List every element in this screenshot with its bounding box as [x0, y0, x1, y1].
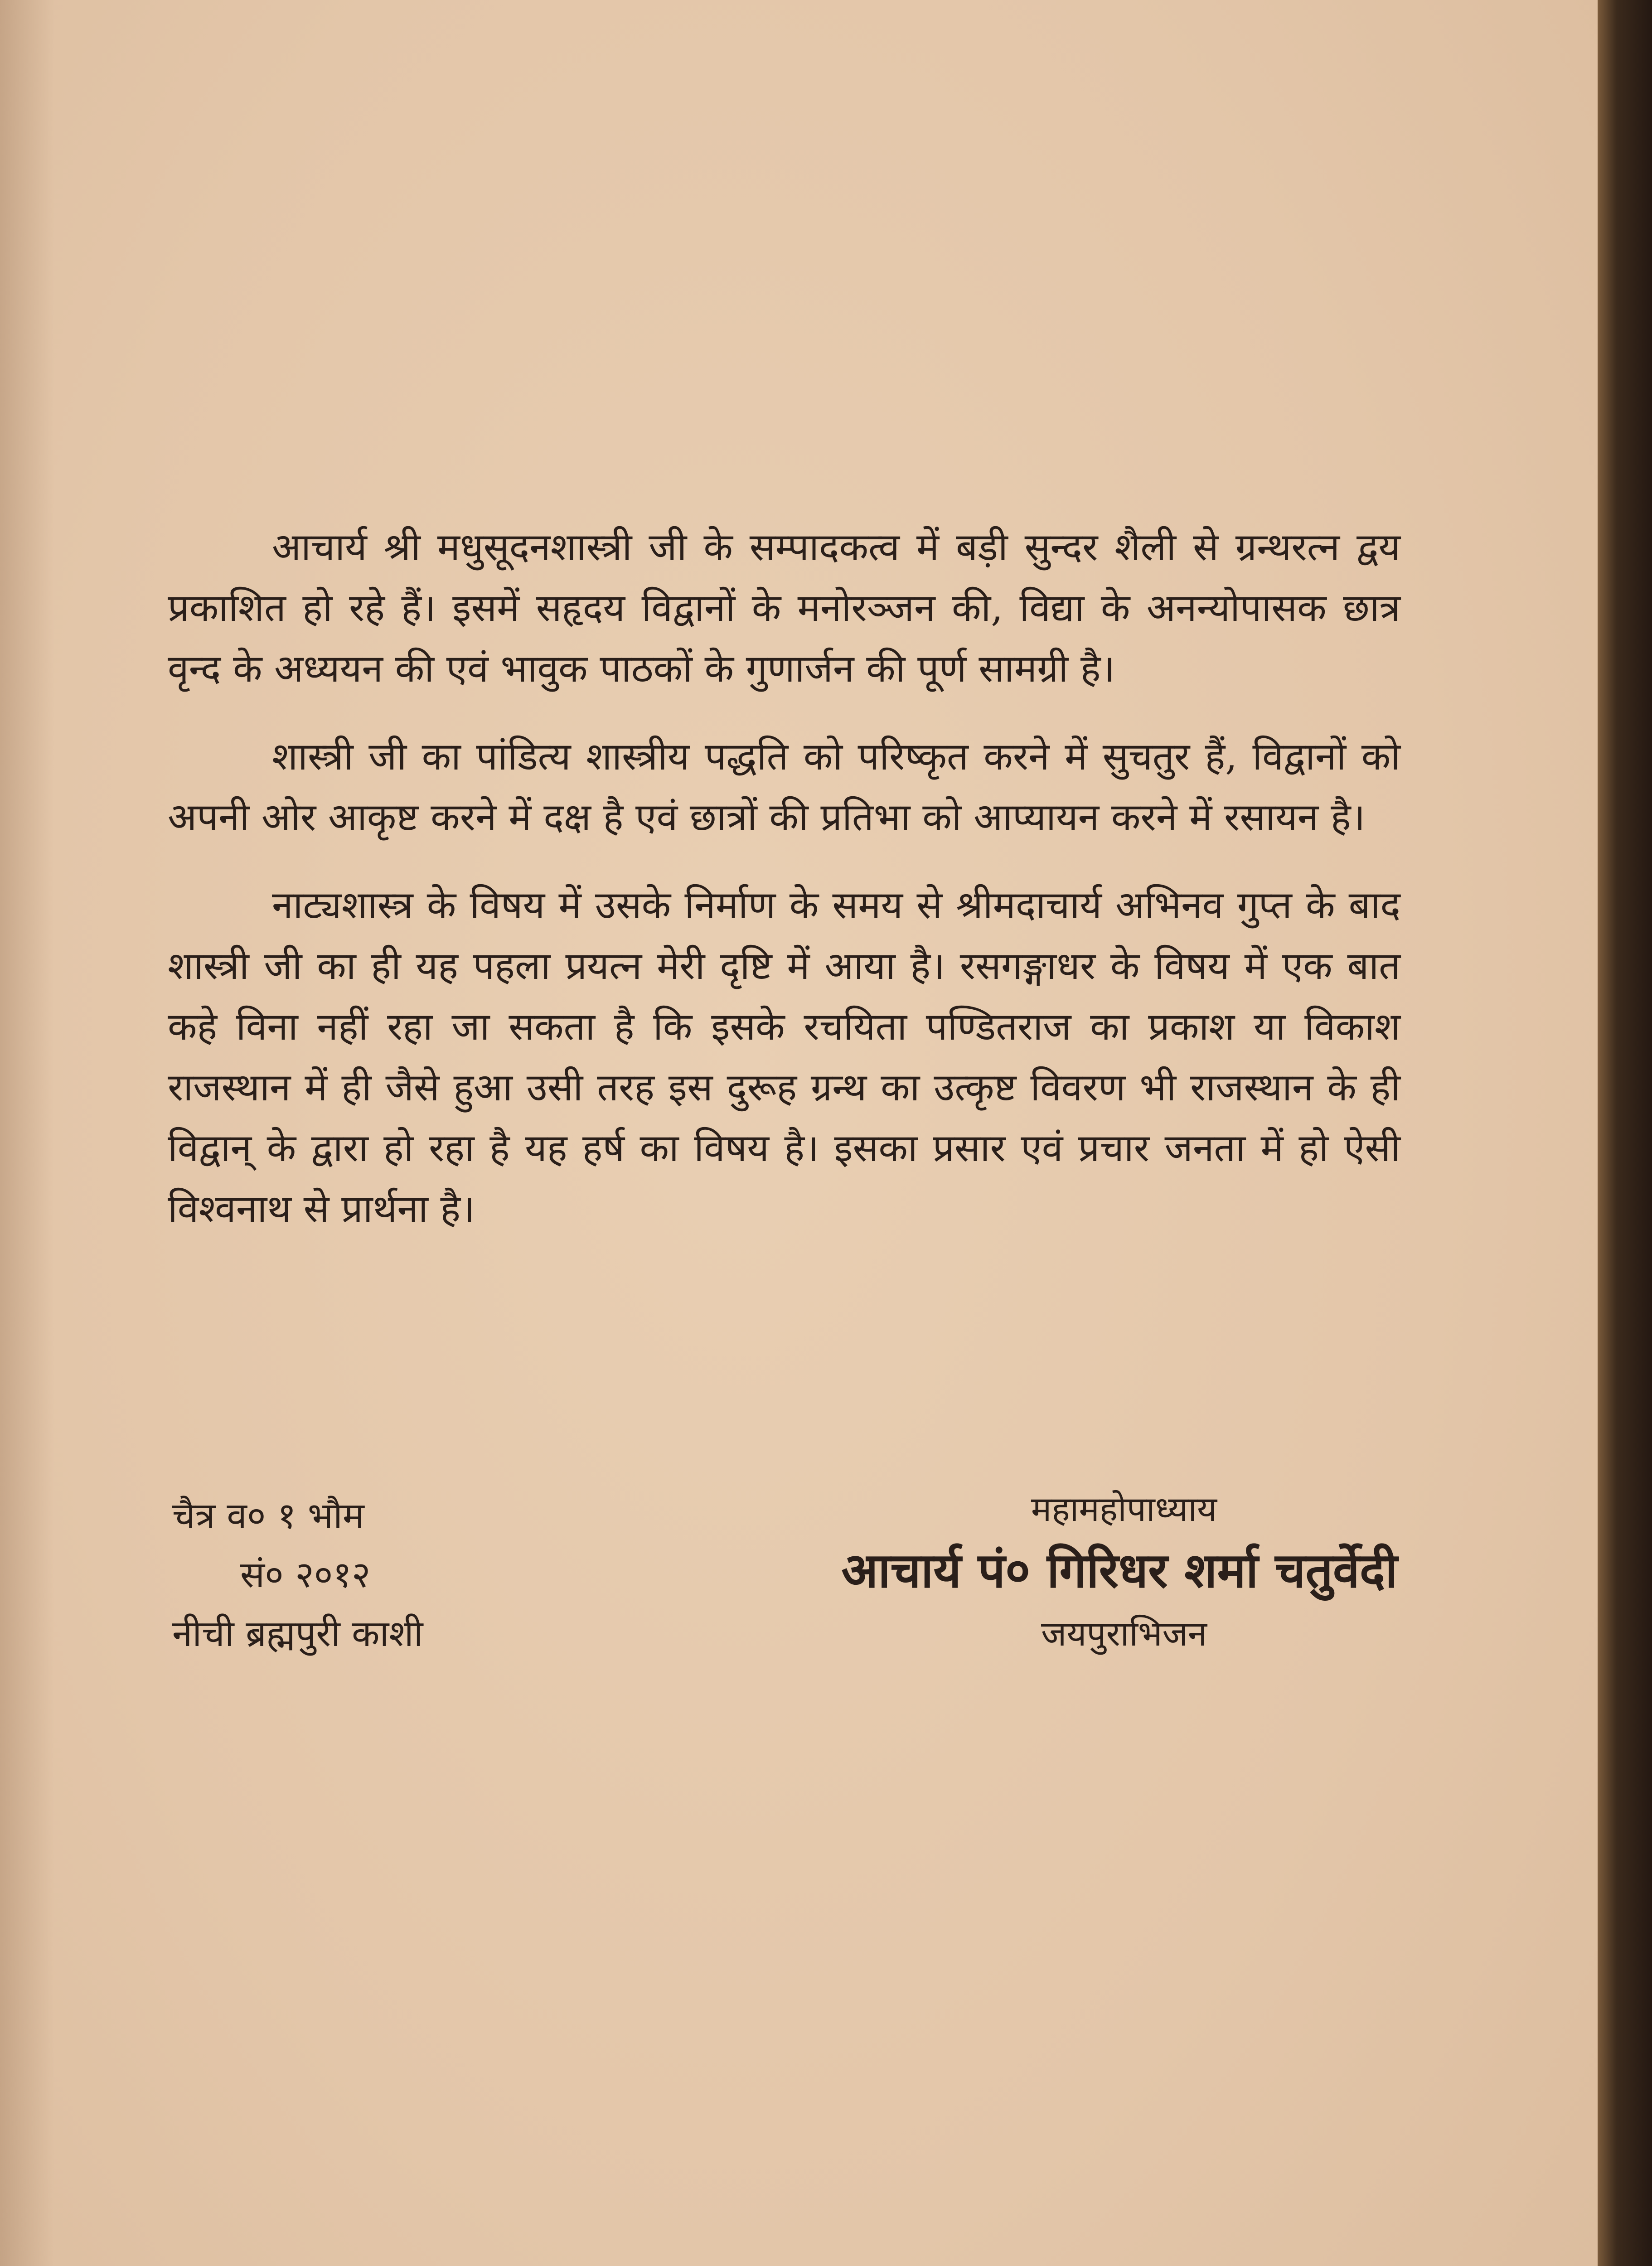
author-name: आचार्य पं० गिरिधर शर्मा चतुर्वेदी: [841, 1542, 1398, 1598]
author-place: जयपुराभिजन: [1041, 1613, 1207, 1654]
signature-block: [820, 1482, 1419, 1663]
date-place-block: [172, 1486, 423, 1663]
book-spine-edge: [1598, 0, 1652, 2266]
author-title: महामहोपाध्याय: [1031, 1489, 1217, 1529]
paragraph-2: शास्त्री जी का पांडित्य शास्त्रीय पद्धति को परिष्कृत करने में सुचतुर हैं, विद्वानों को अपनी ओर आकृष्ट करने में दक्ष है एवं छात्रों की प्रतिभा को आप्यायन करने में रसायन है।: [168, 734, 1400, 839]
year-line: सं० २०१२: [240, 1554, 371, 1596]
paragraph-3: नाट्यशास्त्र के विषय में उसके निर्माण के समय से श्रीमदाचार्य अभिनव गुप्त के बाद शास्त्री जी का ही यह पहला प्रयत्न मेरी दृष्टि में आया है। रसगङ्गाधर के विषय में एक बात कहे विना नहीं रहा जा सकता है कि इसके रचयिता पण्डितराज का प्रकाश या विकाश राजस्थान में ही जैसे हुआ उसी तरह इस दुरूह ग्रन्थ का उत्कृष्ट विवरण भी राजस्थान के ही विद्वान् के द्वारा हो रहा है यह हर्ष का विषय है। इसका प्रसार एवं प्रचार जनता में हो ऐसी विश्वनाथ से प्रार्थना है।: [168, 883, 1400, 1231]
date-line: चैत्र व० १ भौम: [172, 1495, 364, 1537]
paragraph-1: आचार्य श्री मधुसूदनशास्त्री जी के सम्पादकत्व में बड़ी सुन्दर शैली से ग्रन्थरत्न द्वय प्रकाशित हो रहे हैं। इसमें सहृदय विद्वानों के मनोरञ्जन की, विद्या के अनन्योपासक छात्र वृन्द के अध्ययन की एवं भावुक पाठकों के गुणार्जन की पूर्ण सामग्री है।: [168, 525, 1400, 691]
page-left-shadow: [0, 0, 54, 2266]
address-line: नीची ब्रह्मपुरी काशी: [172, 1612, 423, 1655]
body-text: [168, 517, 1400, 1266]
